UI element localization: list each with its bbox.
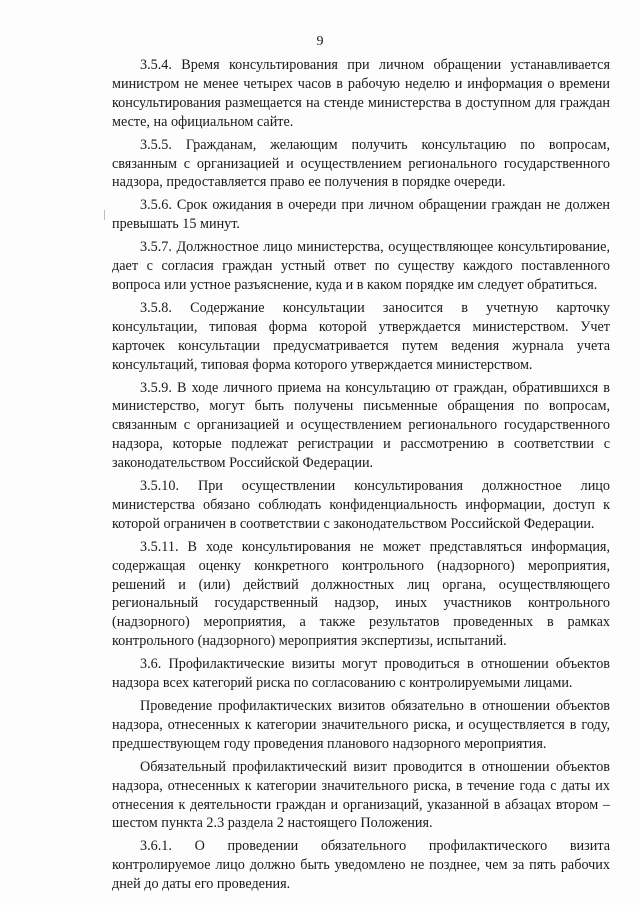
margin-mark (104, 210, 105, 220)
paragraph-mandatory-visit-term: Обязательный профилактический визит проводится в отношении объектов надзора, отнесенных к категории значительного риска, в течение года с даты их отнесения к деятельности граждан и организаций, указанной в абзацах втором – шестом пункта 2.3 раздела 2 настоящего Положения. (112, 758, 610, 832)
paragraph-mandatory-visits: Проведение профилактических визитов обязательно в отношении объектов надзора, отнесенных к категории значительного риска, и осуществляется в году, предшествующем году проведения планового надзорного мероприятия. (112, 698, 610, 752)
paragraph-3-5-9: 3.5.9. В ходе личного приема на консультацию от граждан, обратившихся в министерство, могут быть получены письменные обращения по вопросам, связанным с организацией и осуществлением регионального государственного надзора, которые подлежат регистрации и рассмотрению в соответствии с законодательством Российской Федерации. (112, 379, 610, 472)
paragraph-3-5-10: 3.5.10. При осуществлении консультирования должностное лицо министерства обязано соблюдать конфиденциальность информации, доступ к которой ограничен в соответствии с законодательством Российской Федерации. (112, 478, 610, 532)
paragraph-3-5-6: 3.5.6. Срок ожидания в очереди при личном обращении граждан не должен превышать 15 минут. (112, 197, 610, 233)
paragraph-3-5-7: 3.5.7. Должностное лицо министерства, осуществляющее консультирование, дает с согласия граждан устный ответ по существу каждого поставленного вопроса или устное разъяснение, куда и в каком порядке им следует обратиться. (112, 239, 610, 293)
paragraph-3-6-1: 3.6.1. О проведении обязательного профилактического визита контролируемое лицо должно быть уведомлено не позднее, чем за пять рабочих дней до даты его проведения. (112, 838, 610, 893)
paragraph-3-6: 3.6. Профилактические визиты могут проводиться в отношении объектов надзора всех категорий риска по согласованию с контролируемыми лицами. (112, 656, 610, 692)
page-number: 9 (316, 34, 324, 49)
paragraph-3-5-8: 3.5.8. Содержание консультации заносится в учетную карточку консультации, типовая форма которой утверждается министерством. Учет карточек консультации предусматривается путем ведения журнала учета консультаций, типовая форма которого утверждается министерством. (112, 299, 610, 373)
document-body (112, 56, 610, 894)
paragraph-3-5-4: 3.5.4. Время консультирования при личном обращении устанавливается министром не менее четырех часов в рабочую неделю и информация о времени консультирования размещается на стенде министерства в доступном для граждан месте, на официальном сайте. (112, 57, 610, 130)
paragraph-3-5-5: 3.5.5. Гражданам, желающим получить консультацию по вопросам, связанным с организацией и осуществлением регионального государственного надзора, предоставляется право ее получения в порядке очереди. (112, 136, 610, 191)
paragraph-3-5-11: 3.5.11. В ходе консультирования не может представляться информация, содержащая оценку конкретного контрольного (надзорного) мероприятия, решений и (или) действий должностных лиц органа, осуществляющего региональный государственный надзор, иных участников контрольного (надзорного) мероприятия, а также результатов проведенных в рамках контрольного (надзорного) мероприятия экспертизы, испытаний. (112, 538, 610, 650)
